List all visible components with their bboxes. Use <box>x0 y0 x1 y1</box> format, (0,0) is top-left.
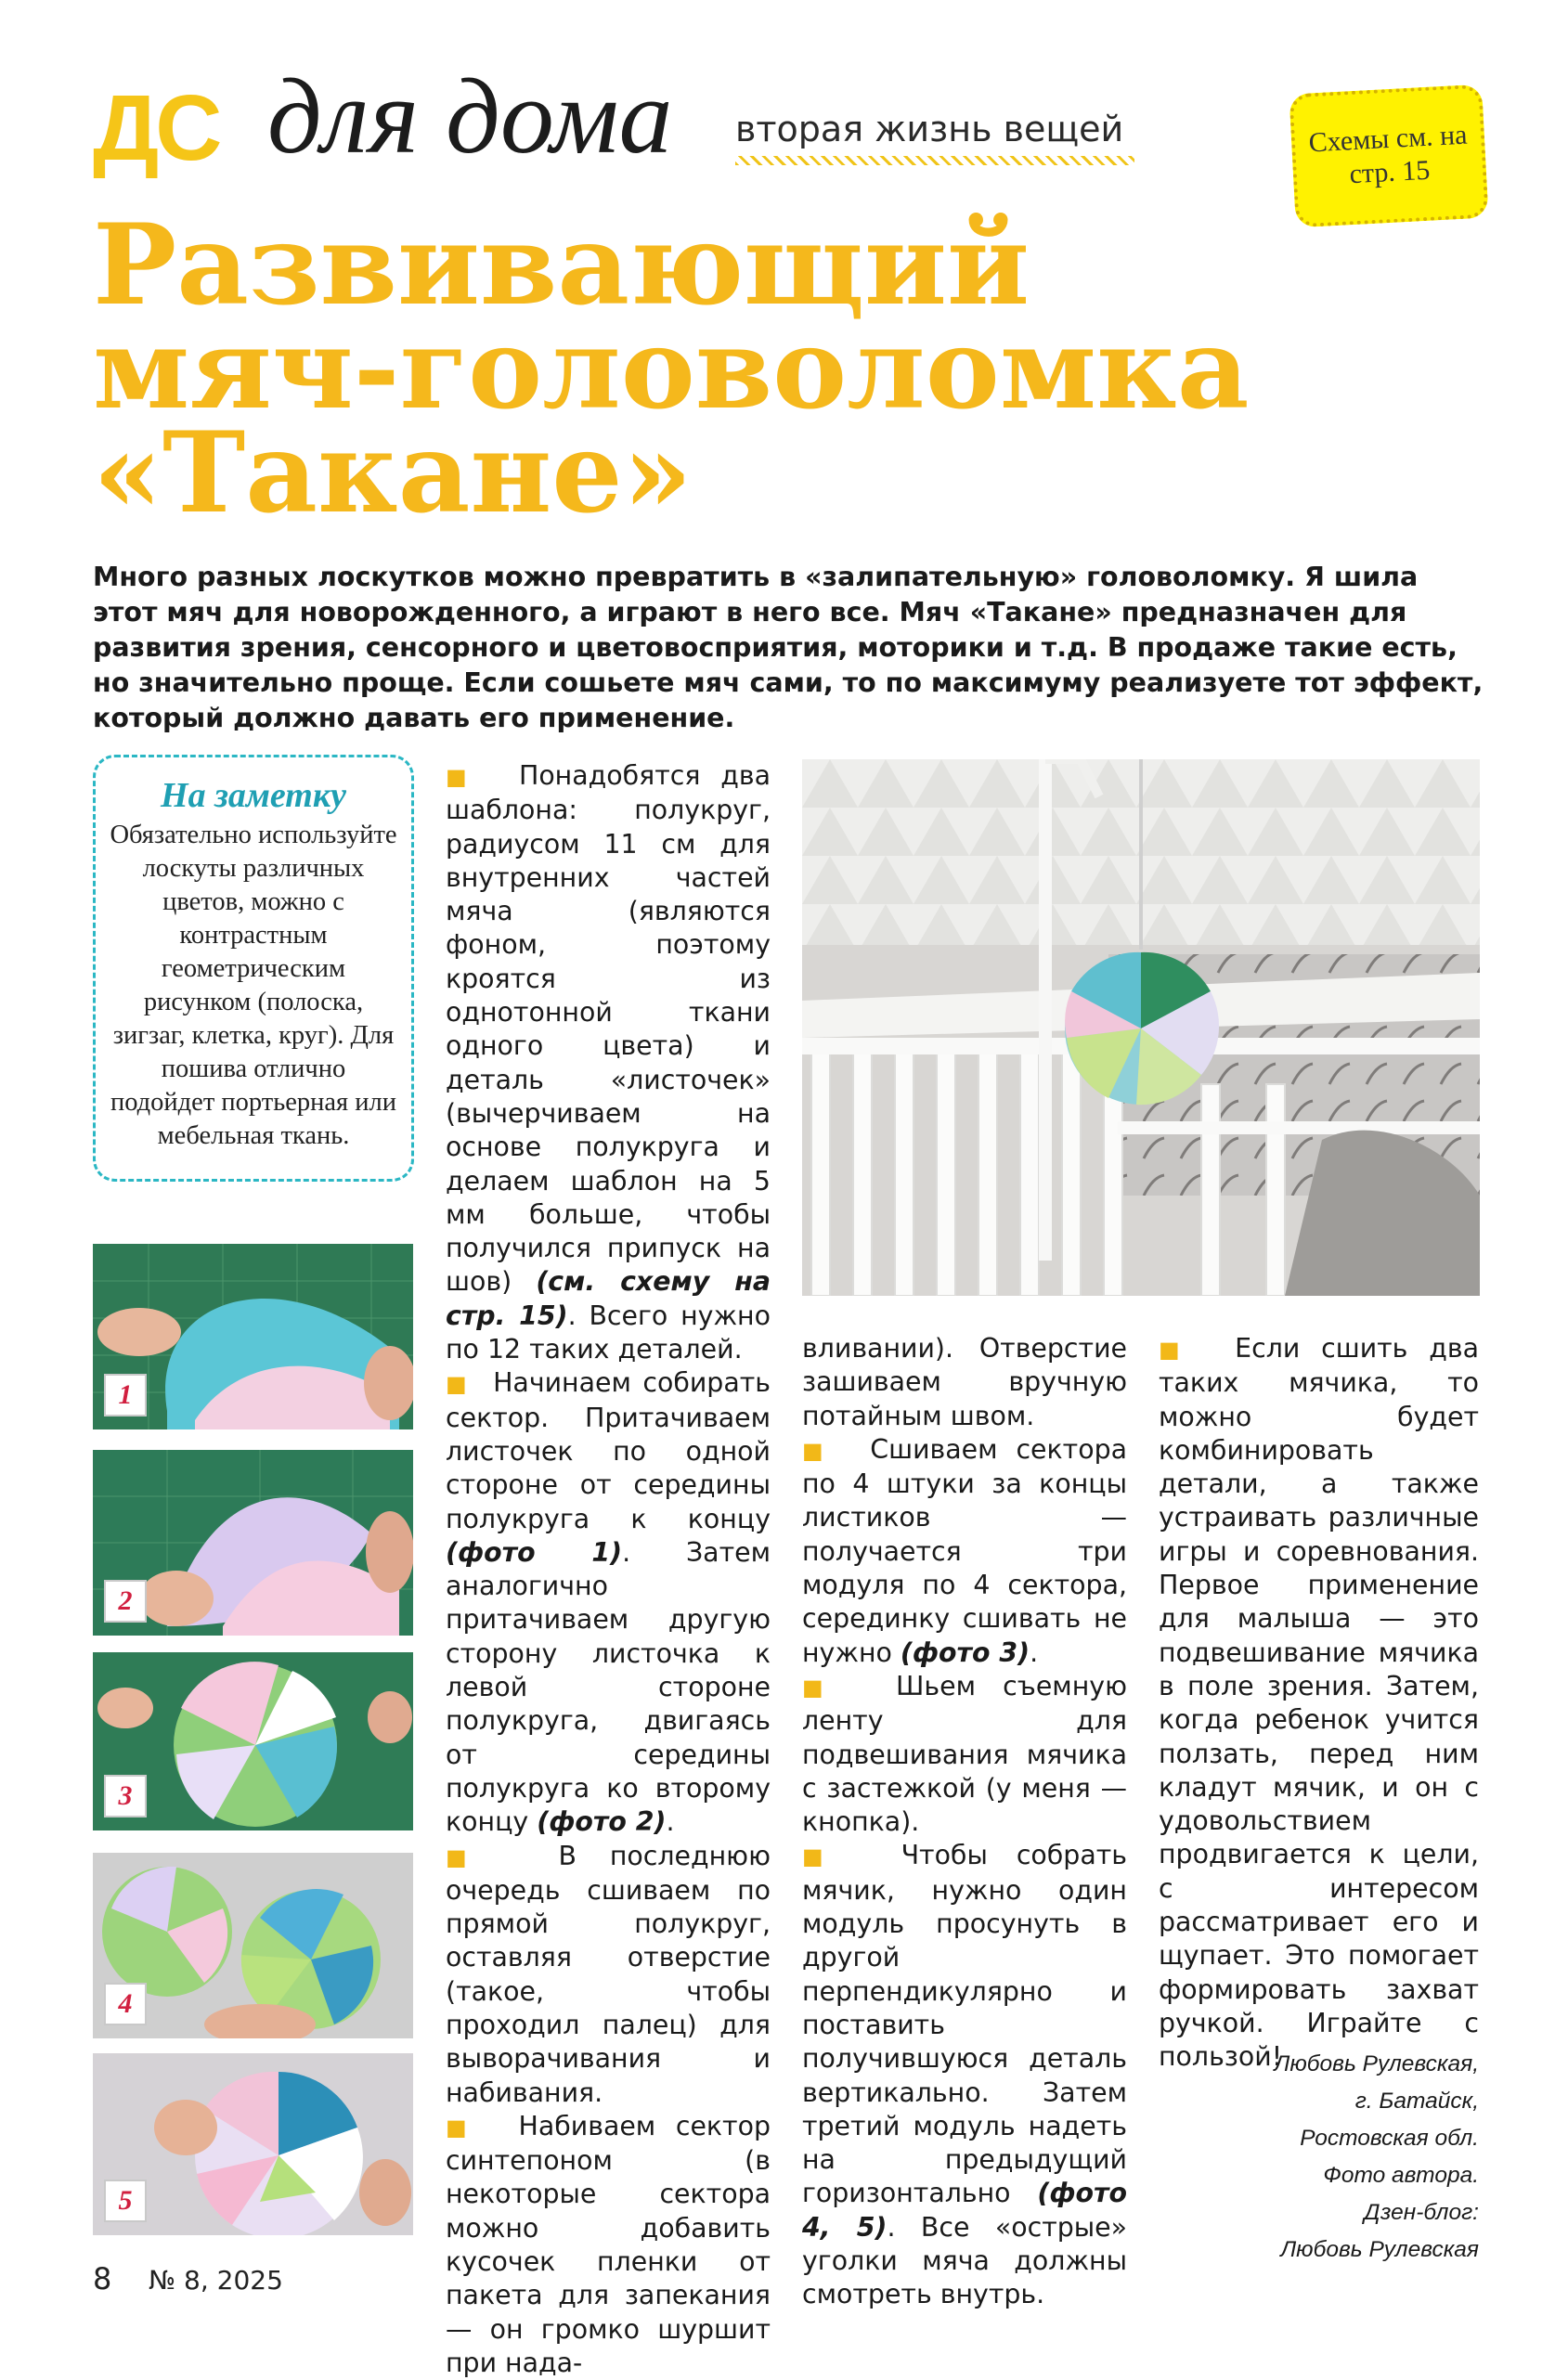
bullet-icon: ■ <box>802 1674 842 1701</box>
step-photo-3 <box>93 1652 413 1830</box>
photo-reference-3: (фото 3) <box>900 1636 1030 1668</box>
paragraph-stuffing-text: Набиваем сектор синтепоном (в некоторые сектора можно добавить кусочек пленки от пакета для запекания — он громко шуршит при нада- <box>446 2110 771 2378</box>
step-photo-4 <box>93 1853 413 2038</box>
photo-reference-1: (фото 1) <box>446 1536 623 1568</box>
subsection-underline <box>735 156 1134 165</box>
paragraph-play <box>1159 1332 1479 2075</box>
paragraph-stitch-text: В последнюю очередь сшиваем по прямой полукруг, оставляя отверстие (такое, чтобы проходил палец) для выворачивания и набивания. <box>446 1840 771 2108</box>
tip-text: Обязательно используйте лоскуты различных цветов, можно с контрастным геометрическим рисунком (полоска, зигзаг, клетка, круг). Для пошива отлично подойдет портьерная или мебельная ткань. <box>110 820 397 1150</box>
paragraph-ribbon <box>802 1670 1127 1839</box>
tip-title: На заметку <box>161 776 346 815</box>
paragraph-continuation-text: вливании). Отверстие зашиваем вручную потайным швом. <box>802 1333 1127 1431</box>
step-photo-2 <box>93 1450 413 1636</box>
photo-number-1: 1 <box>104 1374 147 1416</box>
photo-reference-2: (фото 2) <box>537 1806 667 1838</box>
author-name: Любовь Рулевская, <box>1274 2051 1479 2076</box>
photo-number-4: 4 <box>104 1983 147 2025</box>
author-city: г. Батайск, <box>1354 2089 1479 2114</box>
headline-line-1: Развивающий <box>93 200 1030 330</box>
article-headline <box>93 200 1467 538</box>
paragraph-ribbon-text: Шьем съемную ленту для подвешивания мячика с застежкой (у меня — кнопка). <box>802 1670 1127 1838</box>
paragraph-modules-end: . <box>1030 1636 1039 1668</box>
paragraph-templates-end: . Всего нужно по 12 таких деталей. <box>446 1300 771 1365</box>
photo-number-2: 2 <box>104 1580 147 1623</box>
blog-label: Дзен-блог: <box>1364 2200 1479 2225</box>
issue-number: № 8, 2025 <box>149 2265 283 2296</box>
bullet-icon: ■ <box>1159 1337 1193 1363</box>
photo-number-3: 3 <box>104 1775 147 1817</box>
paragraph-templates <box>446 759 771 1366</box>
paragraph-stitch-straight <box>446 1840 771 2110</box>
paragraph-modules-text: Сшиваем сектора по 4 штуки за концы листиков — получается три модуля по 4 сектора, серединку сшивать не нужно <box>802 1433 1127 1668</box>
author-region: Ростовская обл. <box>1300 2126 1479 2151</box>
paragraph-sector-text: Начинаем собирать сектор. Притачиваем листочек по одной стороне от середины полукруга к концу <box>446 1367 771 1534</box>
paragraph-stuffing <box>446 2110 771 2380</box>
scheme-reference-text: Схемы см. на стр. 15 <box>1307 119 1469 190</box>
paragraph-assemble-end: . Все «острые» уголки мяча должны смотреть внутрь. <box>802 2211 1128 2310</box>
paragraph-modules <box>802 1433 1127 1670</box>
paragraph-sector-end: . <box>666 1806 675 1838</box>
section-title: для дома <box>267 58 673 176</box>
bullet-icon: ■ <box>446 764 479 790</box>
article-column-2 <box>802 1332 1127 2312</box>
photo-reference-4-5: (фото 4, 5) <box>802 2178 1127 2243</box>
paragraph-templates-text: Понадобятся два шаблона: полукруг, радиусом 11 см для внутренних частей мяча (являются фоном, поэтому кроятся из однотонной ткани одного цвета) и деталь «листочек» (вычерчиваем на основе полукруга и делаем шаблон на 5 мм больше, чтобы получился припуск на шов) <box>446 760 771 1298</box>
blog-name: Любовь Рулевская <box>1280 2237 1479 2262</box>
bullet-icon: ■ <box>802 1437 834 1464</box>
main-photo-crib-ball <box>802 759 1480 1296</box>
paragraph-assemble-text: Чтобы собрать мячик, нужно один модуль просунуть в другой перпендикулярно и поставить получившуюся деталь вертикально. Затем третий модуль надеть на предыдущий горизонтально <box>802 1840 1127 2209</box>
bullet-icon: ■ <box>446 1371 471 1398</box>
scheme-reference: (см. схему на стр. 15) <box>446 1266 771 1331</box>
step-photo-1 <box>93 1244 413 1429</box>
paragraph-sector-mid: . Затем аналогично притачиваем другую сторону листочка к левой стороне полукруга, двигаясь от середины полукруга ко второму концу <box>446 1536 771 1838</box>
bullet-icon: ■ <box>802 1843 844 1870</box>
paragraph-continuation <box>802 1332 1127 1433</box>
paragraph-assemble-ball <box>802 1839 1127 2311</box>
bullet-icon: ■ <box>446 1843 492 1870</box>
main-photo-image <box>802 759 1480 1296</box>
article-column-1 <box>446 759 771 2380</box>
bullet-icon: ■ <box>446 2114 479 2141</box>
headline-line-3: «Такане» <box>93 407 693 538</box>
paragraph-play-text: Если сшить два таких мячика, то можно будет комбинировать детали, а также устраивать различные игры и соревнования. Первое применение для малыша — это подвешивание мячика в поле зрения. Затем, когда ребенок учится ползать, перед ним кладут мячик, и он с удовольствием продвигается к цели, с интересом рассматривает его и щупает. Это помогает формировать захват ручкой. Играйте с пользой! <box>1159 1333 1479 2073</box>
photo-credit: Фото автора. <box>1323 2163 1479 2188</box>
tip-box <box>93 755 414 1182</box>
article-column-3 <box>1159 1332 1479 2075</box>
page-number: 8 <box>93 2261 112 2296</box>
paragraph-sector-assembly <box>446 1366 771 1839</box>
magazine-logo: ДС <box>93 76 219 180</box>
scheme-reference-badge <box>1289 84 1488 228</box>
article-lead: Много разных лоскутков можно превратить в «залипательную» головоломку. Я шила этот мяч для новорожденного, а играют в него все. Мяч «Такане» предназначен для развития зрения, сенсорного и цветовосприятия, моторики и т.д. В продаже такие есть, но значительно проще. Если сошьете мяч сами, то по максимуму реализуете тот эффект, который должно давать его применение. <box>93 562 1484 733</box>
author-credits <box>1159 2046 1479 2269</box>
photo-number-5: 5 <box>104 2180 147 2222</box>
headline-line-2: мяч-головоломка <box>93 304 1250 434</box>
step-photo-5 <box>93 2053 413 2235</box>
subsection-title: вторая жизнь вещей <box>735 109 1124 149</box>
